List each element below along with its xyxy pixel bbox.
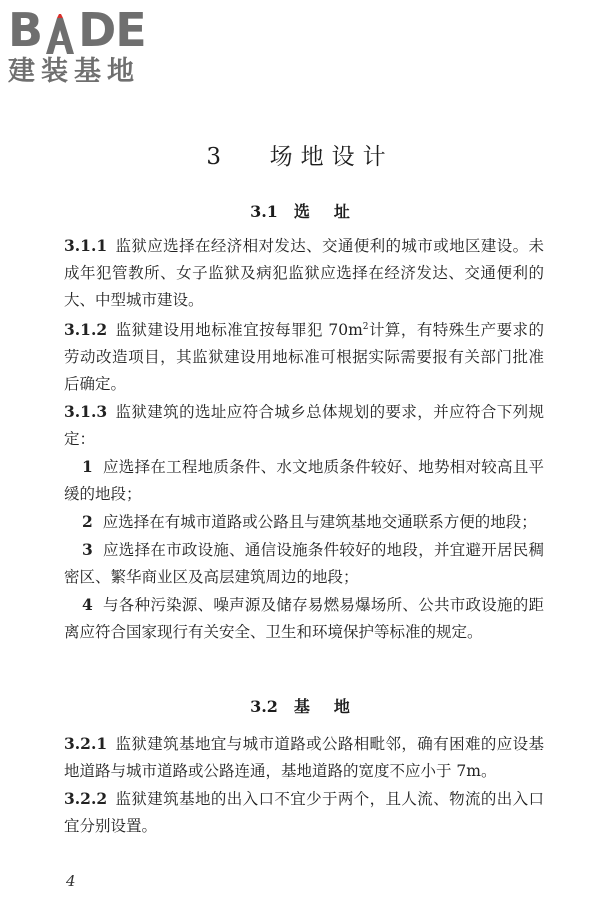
clause-3-1-2: 3.1.2 监狱建设用地标准宜按每罪犯 $70m^2$计算，有特殊生产要求的劳动改造项目，其监狱建设用地标准可根据实际需要报有关部门批准后确定。 — [64, 320, 544, 394]
list-item: 2 应选择在有城市道路或公路且与建筑基地交通联系方便的地段； — [82, 512, 537, 532]
logo-tagline: 建装基地 — [8, 56, 140, 87]
chapter-title — [0, 138, 600, 171]
section-body-3-1 — [64, 232, 544, 646]
logo-letter-b: B — [8, 3, 43, 57]
logo-wordmark — [8, 3, 178, 57]
clause-3-1-1: 3.1.1 监狱应选择在经济相对发达、交通便利的城市或地区建设。未成年犯管教所、女子监狱及病犯监狱应选择在经济发达、交通便利的大、中型城市建设。 — [64, 236, 544, 309]
clause-3-1-3: 3.1.3 监狱建筑的选址应符合城乡总体规划的要求，并应符合下列规定： — [64, 402, 544, 449]
list-item: 1 应选择在工程地质条件、水文地质条件较好、地势相对较高且平缓的地段； — [64, 457, 544, 504]
chapter-title-text: 场地设计 — [269, 144, 394, 170]
section-body-3-2 — [64, 730, 544, 840]
logo-letters-de: DE — [78, 3, 146, 57]
section-heading-3-1: 3.1 选 址 — [250, 202, 350, 221]
logo-a-mark — [43, 14, 77, 54]
section-heading-3-2: 3.2 基 地 — [250, 697, 350, 716]
logo — [8, 3, 178, 88]
page-number: 4 — [66, 872, 76, 890]
list-item: 3 应选择在市政设施、通信设施条件较好的地段，并宜避开居民稠密区、繁华商业区及高层建筑周边的地段； — [64, 540, 544, 587]
clause-3-2-1: 3.2.1 监狱建筑基地宜与城市道路或公路相毗邻，确有困难的应设基地道路与城市道路或公路连通，基地道路的宽度不应小于 7m。 — [64, 734, 544, 780]
logo-letter-a — [43, 14, 77, 54]
chapter-number: 3 — [206, 144, 229, 170]
list-item: 4 与各种污染源、噪声源及储存易燃易爆场所、公共市政设施的距离应符合国家现行有关安全、卫生和环境保护等标准的规定。 — [64, 595, 544, 642]
clause-3-2-2: 3.2.2 监狱建筑基地的出入口不宜少于两个，且人流、物流的出入口宜分别设置。 — [64, 789, 544, 835]
